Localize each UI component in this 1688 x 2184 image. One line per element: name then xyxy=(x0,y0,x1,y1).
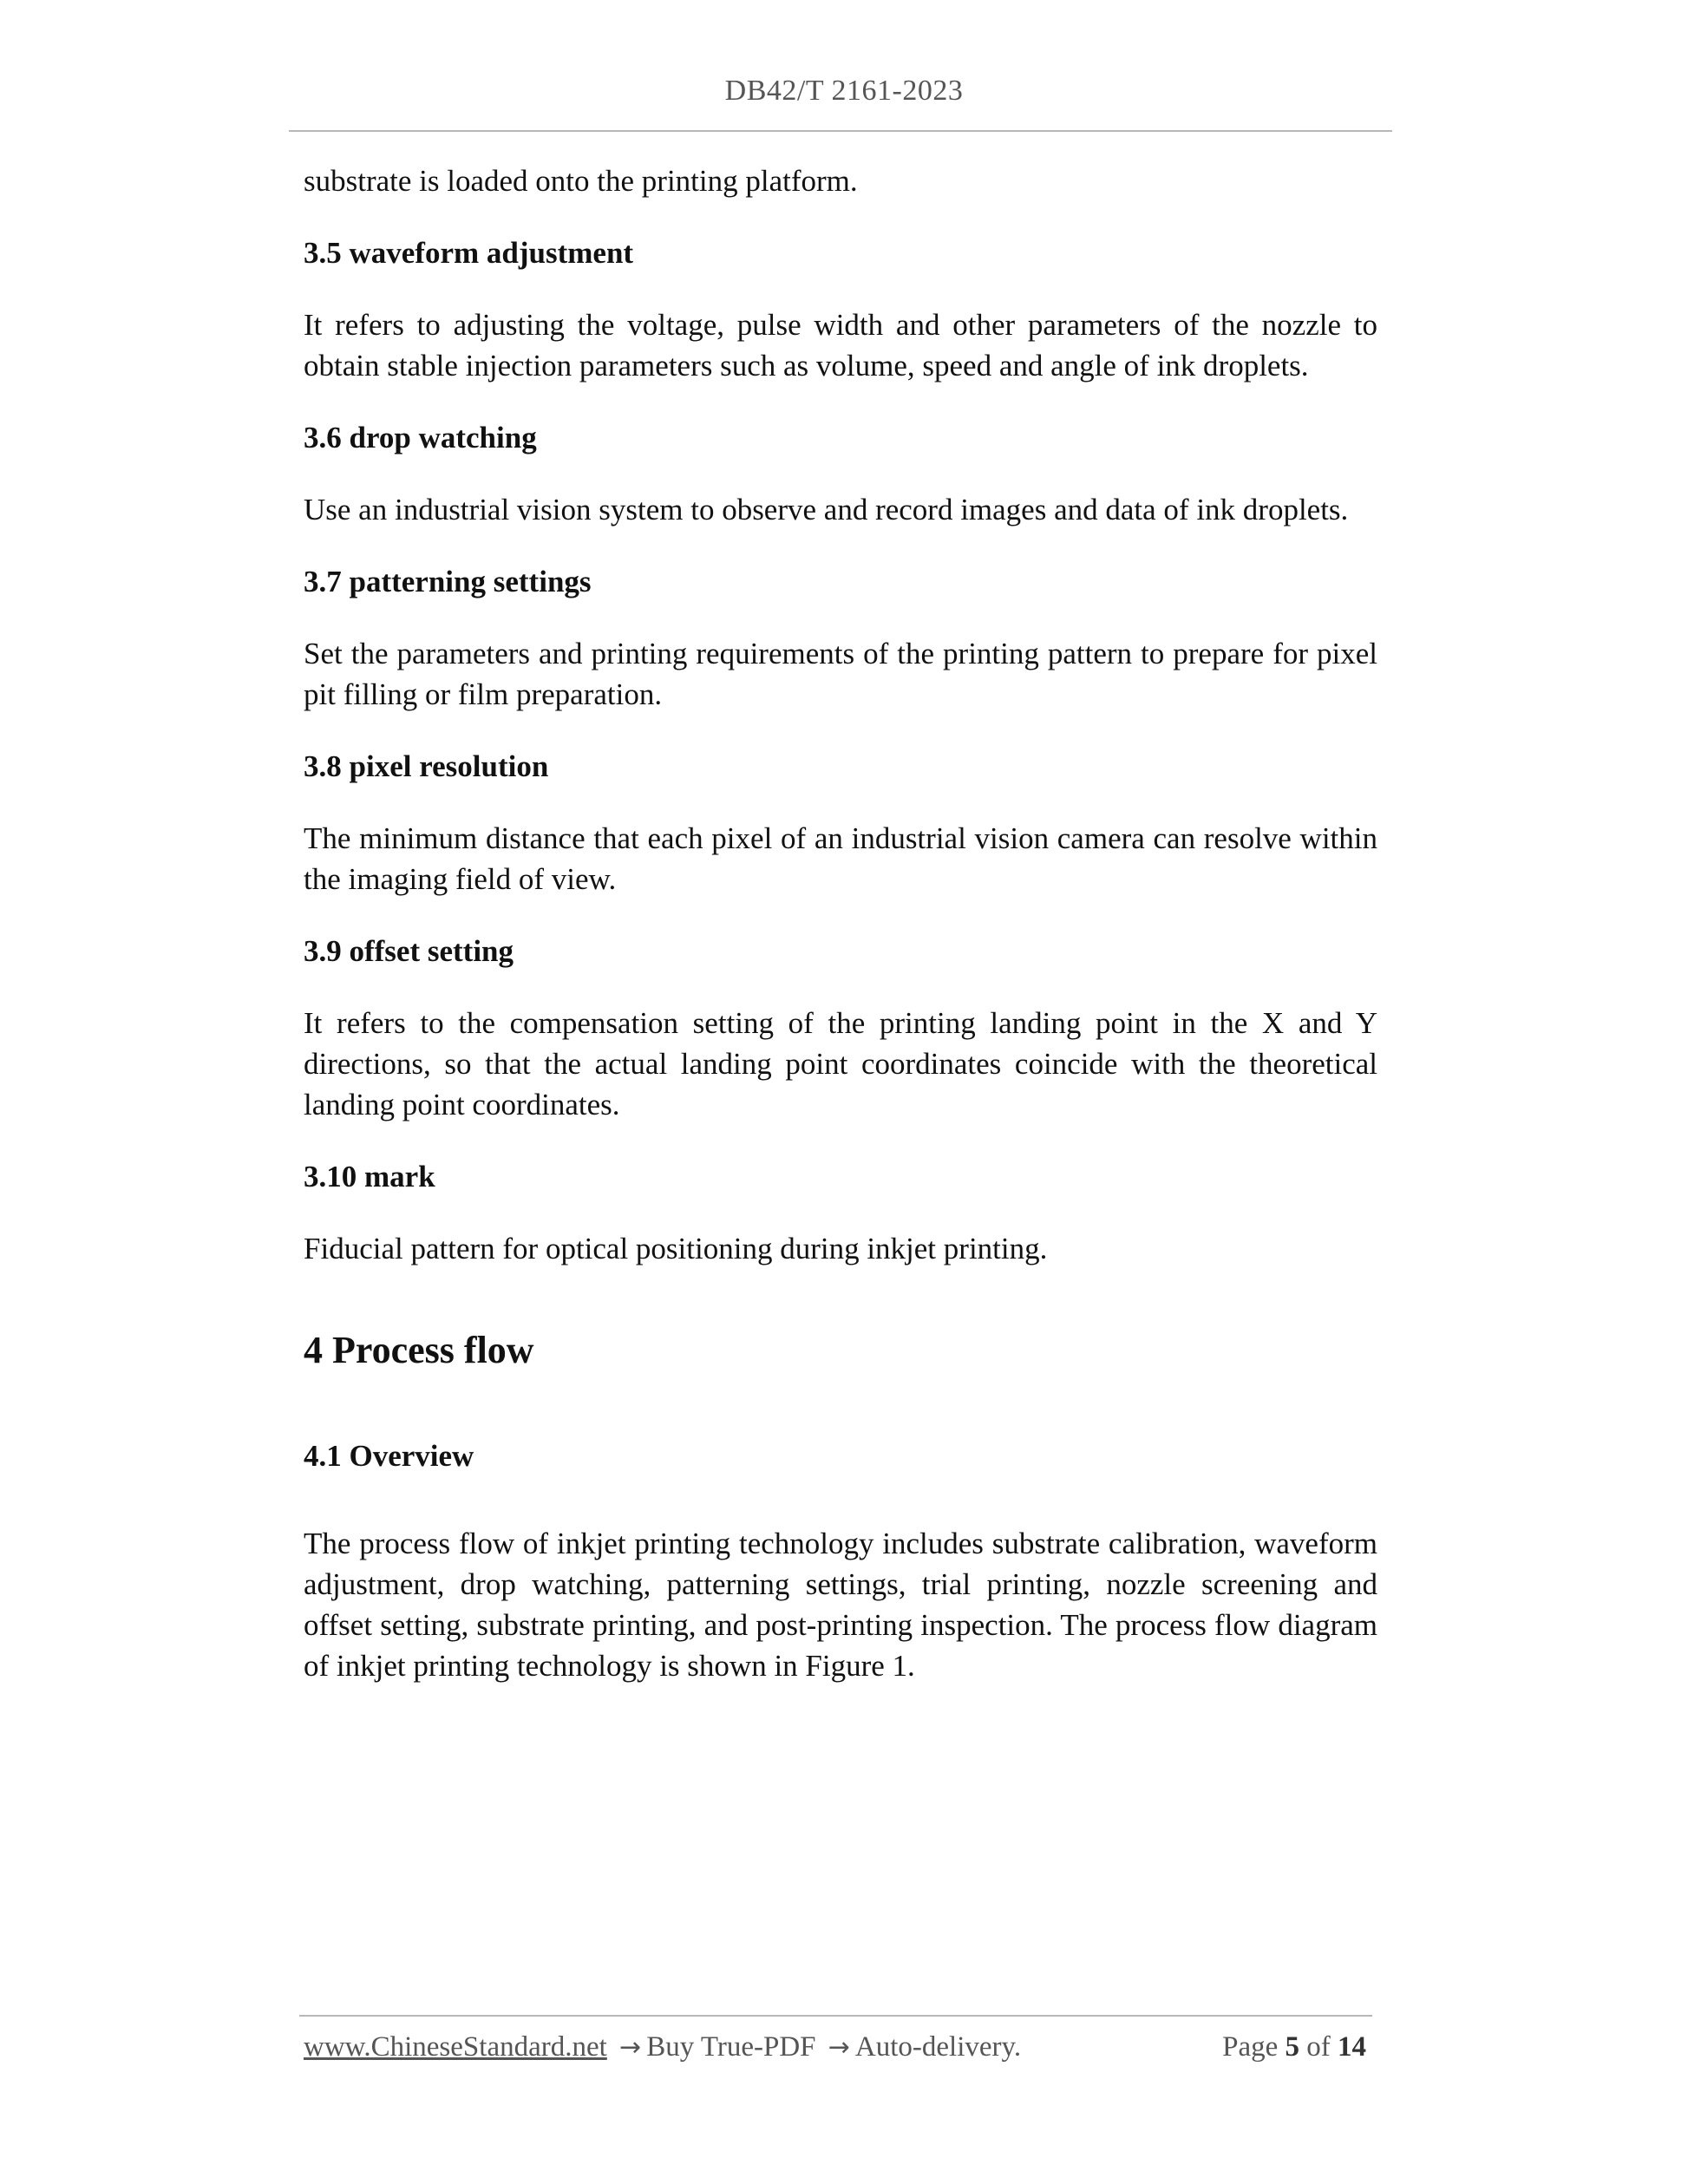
term-heading-3-10: 3.10 mark xyxy=(304,1160,435,1193)
header-divider xyxy=(289,130,1392,132)
page-number: 5 xyxy=(1285,2031,1299,2063)
right-arrow-icon: → xyxy=(828,2032,850,2063)
term-definition-3-6: Use an industrial vision system to observe and record images and data of ink droplets. xyxy=(304,493,1349,526)
section-title: 4 Process flow xyxy=(304,1329,534,1371)
term-heading-3-6: 3.6 drop watching xyxy=(304,421,537,454)
right-arrow-icon: → xyxy=(619,2032,642,2063)
site-link[interactable]: www.ChineseStandard.net xyxy=(304,2031,607,2063)
buy-text: Buy True-PDF xyxy=(646,2031,816,2063)
header-standard-code: DB42/T 2161-2023 xyxy=(724,75,964,107)
term-heading-3-5: 3.5 waveform adjustment xyxy=(304,236,634,270)
term-definition-3-8: The minimum distance that each pixel of an industrial vision camera can resolve within the imaging field of view. xyxy=(304,821,1377,896)
term-heading-3-8: 3.8 pixel resolution xyxy=(304,749,549,783)
term-heading-3-7: 3.7 patterning settings xyxy=(304,565,592,598)
term-definition-3-9: It refers to the compensation setting of the printing landing point in the X and Y directions, so that the actual landing point coordinates coincide with the theoretical landing point coordinates. xyxy=(304,1006,1377,1121)
term-definition-3-5: It refers to adjusting the voltage, pulse width and other parameters of the nozzle to obtain stable injection parameters such as volume, speed and angle of ink droplets. xyxy=(304,308,1377,383)
term-definition-3-10: Fiducial pattern for optical positioning during inkjet printing. xyxy=(304,1232,1048,1265)
footer-divider xyxy=(299,2015,1372,2017)
total-pages: 14 xyxy=(1338,2031,1366,2063)
footer xyxy=(304,2031,1366,2063)
page-content xyxy=(304,160,1377,1686)
subsection-title: 4.1 Overview xyxy=(304,1439,474,1473)
page-label: Page xyxy=(1222,2031,1279,2063)
overview-paragraph: The process flow of inkjet printing technology includes substrate calibration, waveform adjustment, drop watching, patterning settings, trial printing, nozzle screening and offset setting, substrate printing, and post-printing inspection. The process flow diagram of inkjet printing technology is shown in Figure 1. xyxy=(304,1527,1377,1683)
term-heading-3-9: 3.9 offset setting xyxy=(304,934,514,968)
footer-left xyxy=(304,2031,1021,2063)
of-label: of xyxy=(1306,2031,1331,2063)
delivery-text: Auto-delivery. xyxy=(854,2031,1022,2063)
continuation-paragraph: substrate is loaded onto the printing platform. xyxy=(304,164,858,198)
term-definition-3-7: Set the parameters and printing requirements of the printing pattern to prepare for pixel pit filling or film preparation. xyxy=(304,637,1377,711)
page-counter xyxy=(1222,2031,1366,2063)
